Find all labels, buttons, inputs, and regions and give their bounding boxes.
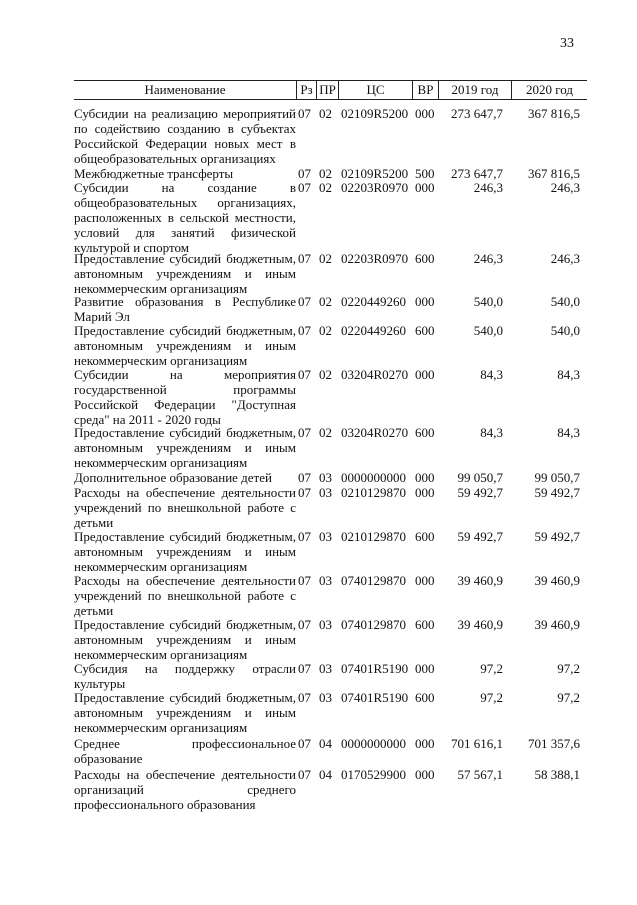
row-2019: 57 567,1	[457, 767, 503, 782]
row-name: Среднее профессиональное образование	[74, 736, 296, 766]
row-2019: 39 460,9	[457, 573, 503, 588]
row-cs: 0210129870	[341, 485, 406, 500]
row-rz: 07	[298, 485, 311, 500]
header-pr: ПР	[316, 81, 338, 99]
row-2020: 246,3	[550, 251, 580, 266]
row-2019: 246,3	[473, 251, 503, 266]
row-pr: 03	[319, 617, 332, 632]
row-pr: 02	[319, 166, 332, 181]
row-name: Субсидии на создание в общеобразовательных организациях, расположенных в сельской местности, условий для занятий физической культурой и спортом	[74, 180, 296, 255]
row-cs: 07401R5190	[341, 661, 409, 676]
header-cs: ЦС	[338, 81, 412, 99]
row-2020: 701 357,6	[528, 736, 580, 751]
row-rz: 07	[298, 106, 311, 121]
row-2019: 273 647,7	[451, 166, 503, 181]
row-rz: 07	[298, 529, 311, 544]
row-pr: 04	[319, 736, 332, 751]
row-rz: 07	[298, 294, 311, 309]
row-2019: 273 647,7	[451, 106, 503, 121]
row-vr: 000	[415, 661, 435, 676]
row-vr: 500	[415, 166, 435, 181]
row-2019: 97,2	[480, 661, 503, 676]
row-2019: 39 460,9	[457, 617, 503, 632]
row-name: Предоставление субсидий бюджетным, автономным учреждениям и иным некоммерческим организациям	[74, 690, 296, 735]
row-pr: 02	[319, 180, 332, 195]
row-pr: 03	[319, 485, 332, 500]
row-2019: 59 492,7	[457, 485, 503, 500]
row-name: Развитие образования в Республике Марий Эл	[74, 294, 296, 324]
row-2019: 84,3	[480, 425, 503, 440]
row-name: Субсидии на мероприятия государственной программы Российской Федерации "Доступная среда" на 2011 - 2020 годы	[74, 367, 296, 427]
row-cs: 0000000000	[341, 470, 406, 485]
row-2019: 540,0	[473, 323, 503, 338]
row-2020: 97,2	[557, 661, 580, 676]
row-vr: 000	[415, 470, 435, 485]
row-2019: 97,2	[480, 690, 503, 705]
row-name: Предоставление субсидий бюджетным, автономным учреждениям и иным некоммерческим организациям	[74, 323, 296, 368]
row-rz: 07	[298, 166, 311, 181]
row-cs: 03204R0270	[341, 367, 409, 382]
row-pr: 02	[319, 323, 332, 338]
row-name: Межбюджетные трансферты	[74, 166, 234, 181]
row-2020: 99 050,7	[534, 470, 580, 485]
row-rz: 07	[298, 767, 311, 782]
row-2020: 97,2	[557, 690, 580, 705]
row-cs: 0170529900	[341, 767, 406, 782]
row-cs: 03204R0270	[341, 425, 409, 440]
row-cs: 0210129870	[341, 529, 406, 544]
row-2020: 540,0	[550, 294, 580, 309]
row-2019: 701 616,1	[451, 736, 503, 751]
row-vr: 000	[415, 767, 435, 782]
row-rz: 07	[298, 323, 311, 338]
row-cs: 07401R5190	[341, 690, 409, 705]
row-2020: 39 460,9	[534, 573, 580, 588]
row-vr: 600	[415, 617, 435, 632]
row-vr: 600	[415, 251, 435, 266]
row-pr: 03	[319, 529, 332, 544]
row-vr: 600	[415, 425, 435, 440]
row-vr: 000	[415, 573, 435, 588]
row-2019: 59 492,7	[457, 529, 503, 544]
row-name: Расходы на обеспечение деятельности учреждений по внешкольной работе с детьми	[74, 485, 296, 530]
row-2020: 540,0	[550, 323, 580, 338]
row-2019: 540,0	[473, 294, 503, 309]
row-2020: 246,3	[550, 180, 580, 195]
row-2020: 58 388,1	[534, 767, 580, 782]
row-2020: 59 492,7	[534, 485, 580, 500]
header-name: Наименование	[144, 82, 226, 97]
row-2019: 84,3	[480, 367, 503, 382]
row-pr: 02	[319, 294, 332, 309]
row-vr: 000	[415, 294, 435, 309]
header-rz: Рз	[296, 81, 316, 99]
row-rz: 07	[298, 617, 311, 632]
row-name: Предоставление субсидий бюджетным, автономным учреждениям и иным некоммерческим организациям	[74, 251, 296, 296]
row-pr: 03	[319, 470, 332, 485]
row-name: Расходы на обеспечение деятельности учреждений по внешкольной работе с детьми	[74, 573, 296, 618]
row-cs: 0740129870	[341, 617, 406, 632]
row-2020: 39 460,9	[534, 617, 580, 632]
row-rz: 07	[298, 661, 311, 676]
row-2019: 99 050,7	[457, 470, 503, 485]
row-2020: 84,3	[557, 425, 580, 440]
row-rz: 07	[298, 470, 311, 485]
row-vr: 000	[415, 367, 435, 382]
row-vr: 600	[415, 323, 435, 338]
row-pr: 02	[319, 106, 332, 121]
row-pr: 02	[319, 425, 332, 440]
row-name: Субсидия на поддержку отрасли культуры	[74, 661, 296, 691]
row-2019: 246,3	[473, 180, 503, 195]
row-vr: 600	[415, 529, 435, 544]
row-vr: 000	[415, 736, 435, 751]
table-header	[74, 80, 587, 100]
row-rz: 07	[298, 690, 311, 705]
row-rz: 07	[298, 367, 311, 382]
row-cs: 0000000000	[341, 736, 406, 751]
row-cs: 02203R0970	[341, 251, 409, 266]
row-rz: 07	[298, 573, 311, 588]
row-name: Предоставление субсидий бюджетным, автономным учреждениям и иным некоммерческим организациям	[74, 529, 296, 574]
row-pr: 02	[319, 251, 332, 266]
row-name: Расходы на обеспечение деятельности организаций среднего профессионального образования	[74, 767, 296, 812]
row-vr: 000	[415, 106, 435, 121]
row-cs: 0220449260	[341, 294, 406, 309]
row-cs: 02203R0970	[341, 180, 409, 195]
row-pr: 03	[319, 661, 332, 676]
row-name: Субсидии на реализацию мероприятий по содействию созданию в субъектах Российской Федерации новых мест в общеобразовательных организациях	[74, 106, 296, 166]
row-name: Предоставление субсидий бюджетным, автономным учреждениям и иным некоммерческим организациям	[74, 617, 296, 662]
row-2020: 59 492,7	[534, 529, 580, 544]
row-cs: 02109R5200	[341, 106, 409, 121]
header-vr: ВР	[412, 81, 438, 99]
row-cs: 02109R5200	[341, 166, 409, 181]
header-2019: 2019 год	[438, 81, 511, 99]
page-number: 33	[560, 36, 574, 51]
row-name: Дополнительное образование детей	[74, 470, 272, 485]
row-name: Предоставление субсидий бюджетным, автономным учреждениям и иным некоммерческим организациям	[74, 425, 296, 470]
row-pr: 04	[319, 767, 332, 782]
row-rz: 07	[298, 251, 311, 266]
row-pr: 02	[319, 367, 332, 382]
row-vr: 000	[415, 180, 435, 195]
row-rz: 07	[298, 180, 311, 195]
header-2020: 2020 год	[511, 81, 587, 99]
row-vr: 600	[415, 690, 435, 705]
row-pr: 03	[319, 573, 332, 588]
row-2020: 367 816,5	[528, 106, 580, 121]
row-rz: 07	[298, 736, 311, 751]
row-pr: 03	[319, 690, 332, 705]
row-2020: 84,3	[557, 367, 580, 382]
row-2020: 367 816,5	[528, 166, 580, 181]
row-cs: 0740129870	[341, 573, 406, 588]
row-vr: 000	[415, 485, 435, 500]
row-cs: 0220449260	[341, 323, 406, 338]
row-rz: 07	[298, 425, 311, 440]
